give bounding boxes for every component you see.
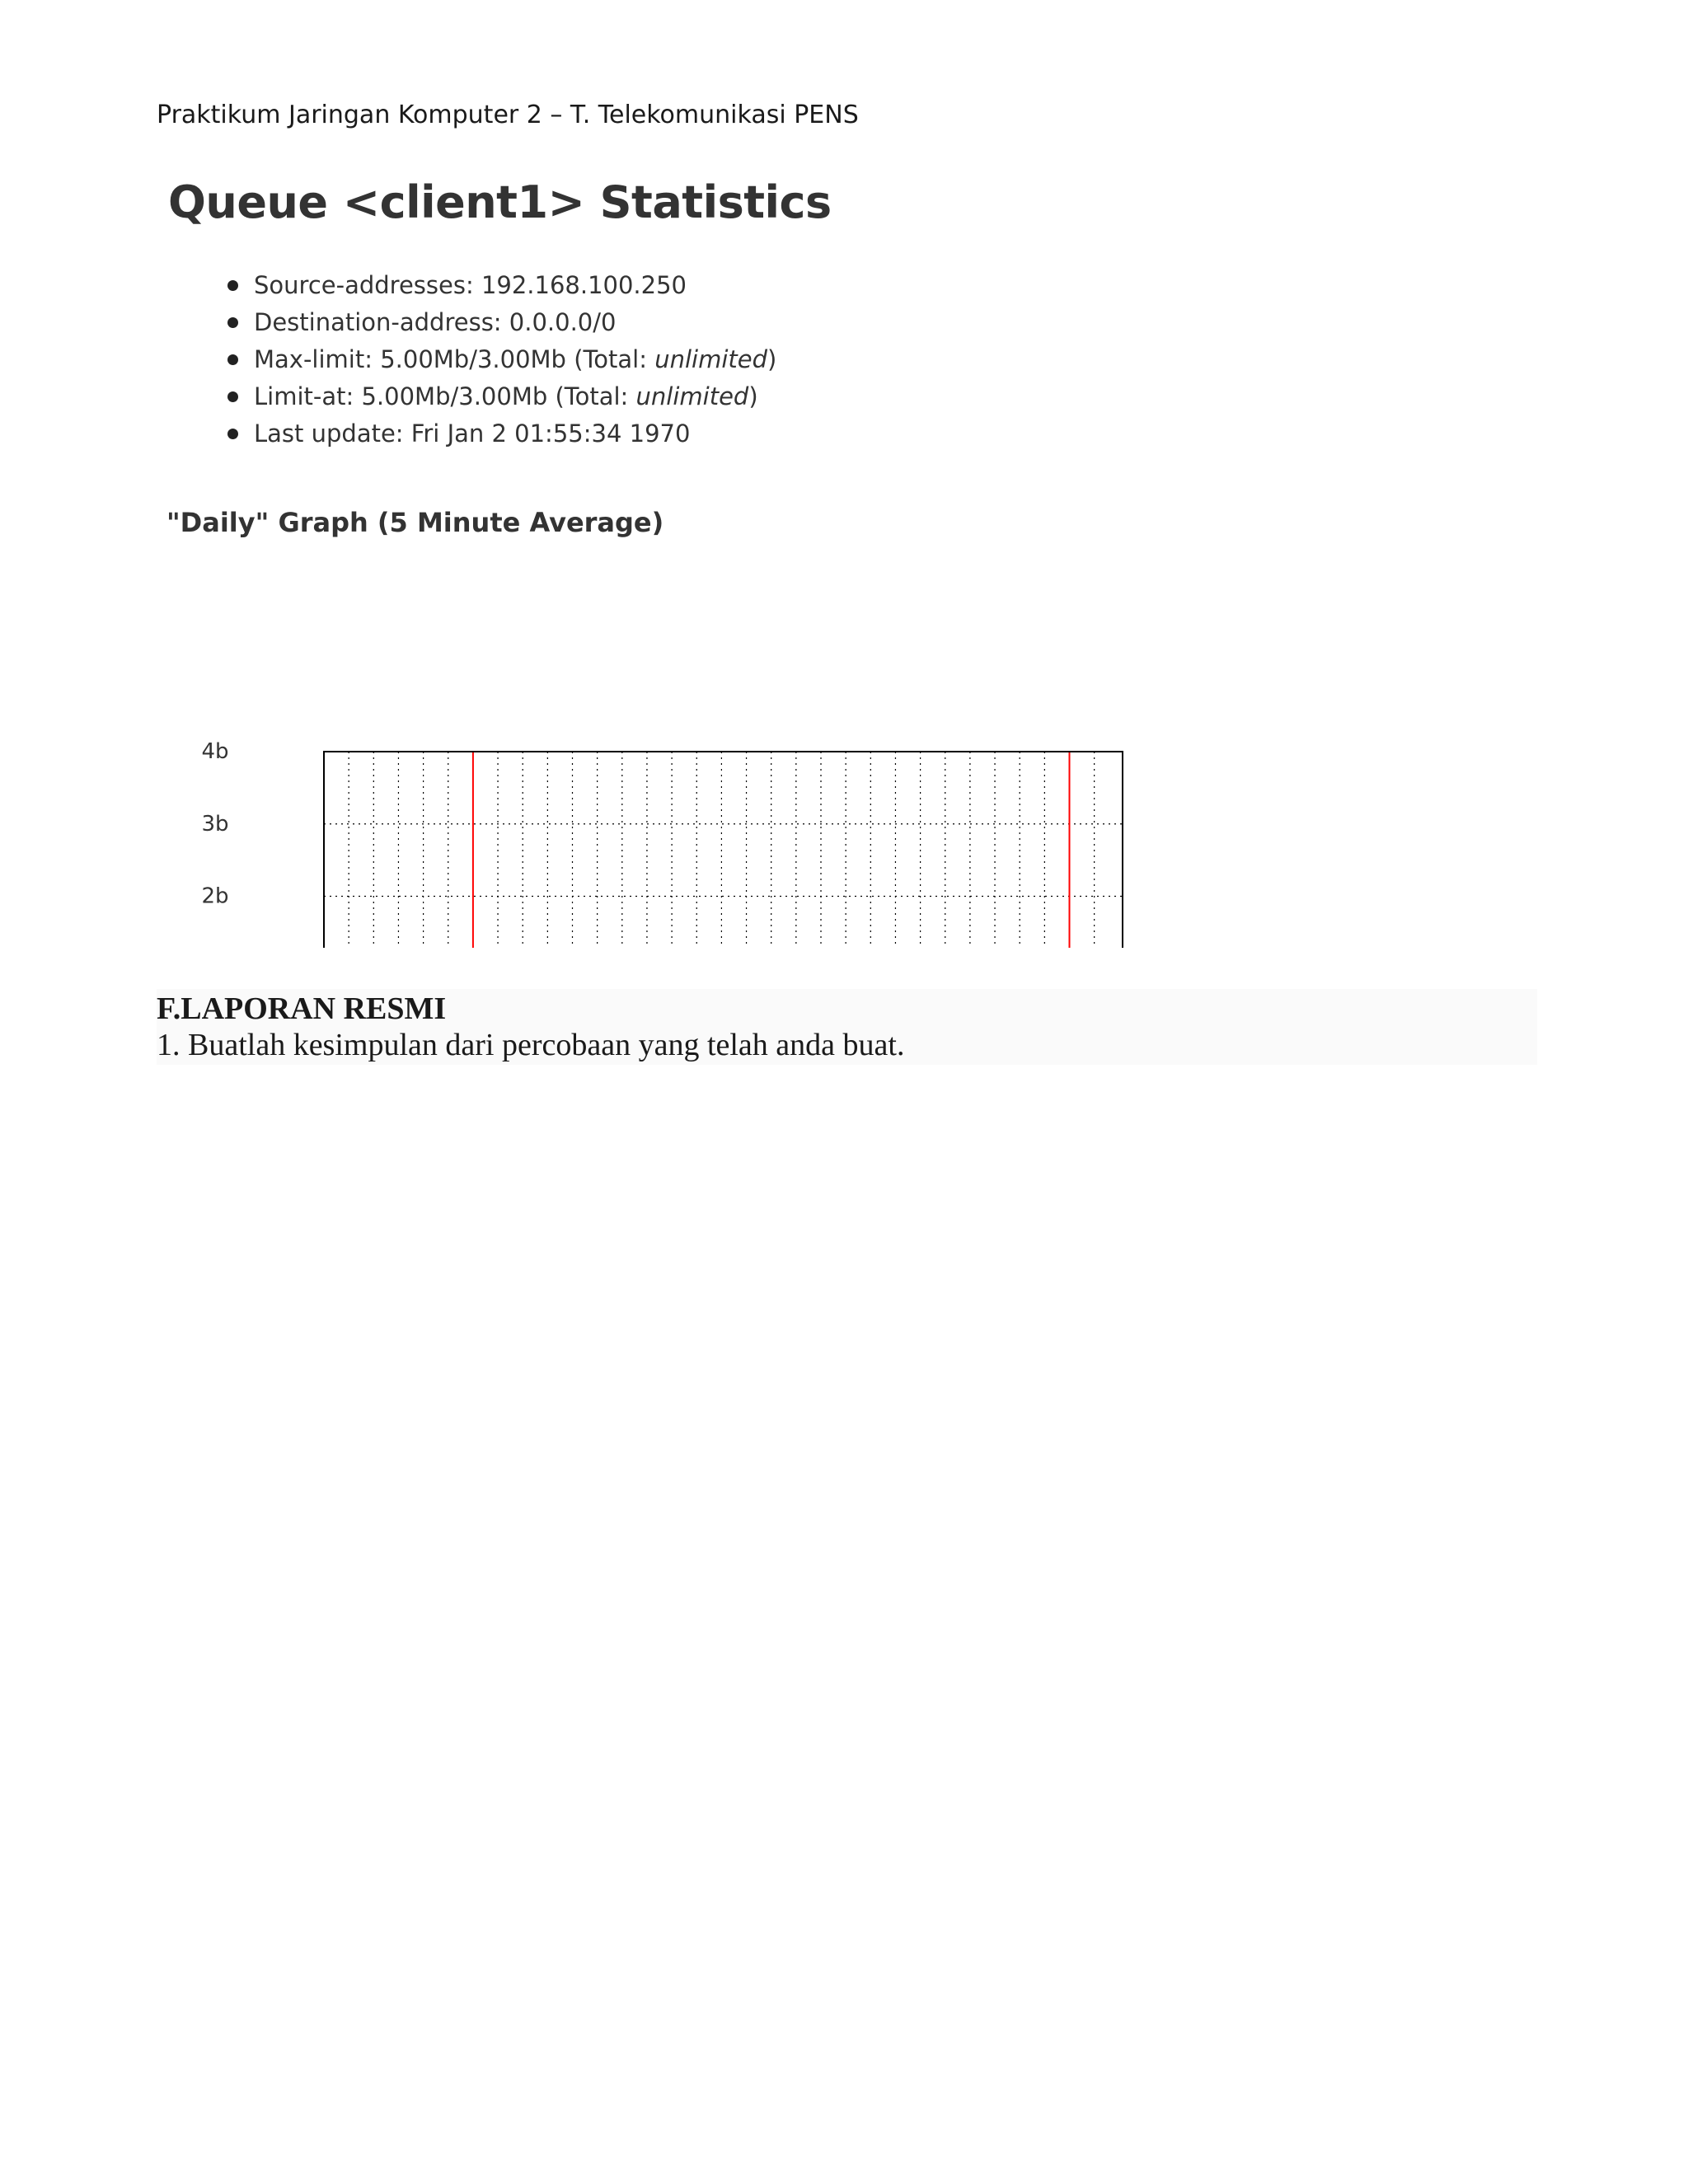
bullet-icon xyxy=(227,391,238,402)
daily-graph-chart xyxy=(157,569,1154,948)
bullet-icon xyxy=(227,354,238,365)
bullet-icon xyxy=(227,429,238,439)
queue-statistics-screenshot xyxy=(157,157,1154,948)
graph-title: "Daily" Graph (5 Minute Average) xyxy=(166,507,664,538)
list-item: Last update: Fri Jan 2 01:55:34 1970 xyxy=(224,415,776,452)
section-title: F.LAPORAN RESMI xyxy=(157,991,447,1026)
bullet-icon xyxy=(227,280,238,291)
bullet-icon xyxy=(227,317,238,328)
y-tick-label: 2b xyxy=(201,883,229,909)
list-item: Max-limit: 5.00Mb/3.00Mb (Total: unlimited) xyxy=(224,341,776,378)
list-item: Destination-address: 0.0.0.0/0 xyxy=(224,304,776,341)
section-item: 1. Buatlah kesimpulan dari percobaan yang telah anda buat. xyxy=(157,1028,905,1062)
list-item: Limit-at: 5.00Mb/3.00Mb (Total: unlimited) xyxy=(224,378,776,415)
y-tick-label: 4b xyxy=(201,739,229,764)
plot-frame xyxy=(324,752,1123,948)
page-header: Praktikum Jaringan Komputer 2 – T. Telekomunikasi PENS xyxy=(157,101,859,129)
y-tick-label: 3b xyxy=(201,811,229,837)
queue-title: Queue <client1> Statistics xyxy=(168,176,832,228)
queue-info-list xyxy=(224,267,776,452)
list-item: Source-addresses: 192.168.100.250 xyxy=(224,267,776,304)
